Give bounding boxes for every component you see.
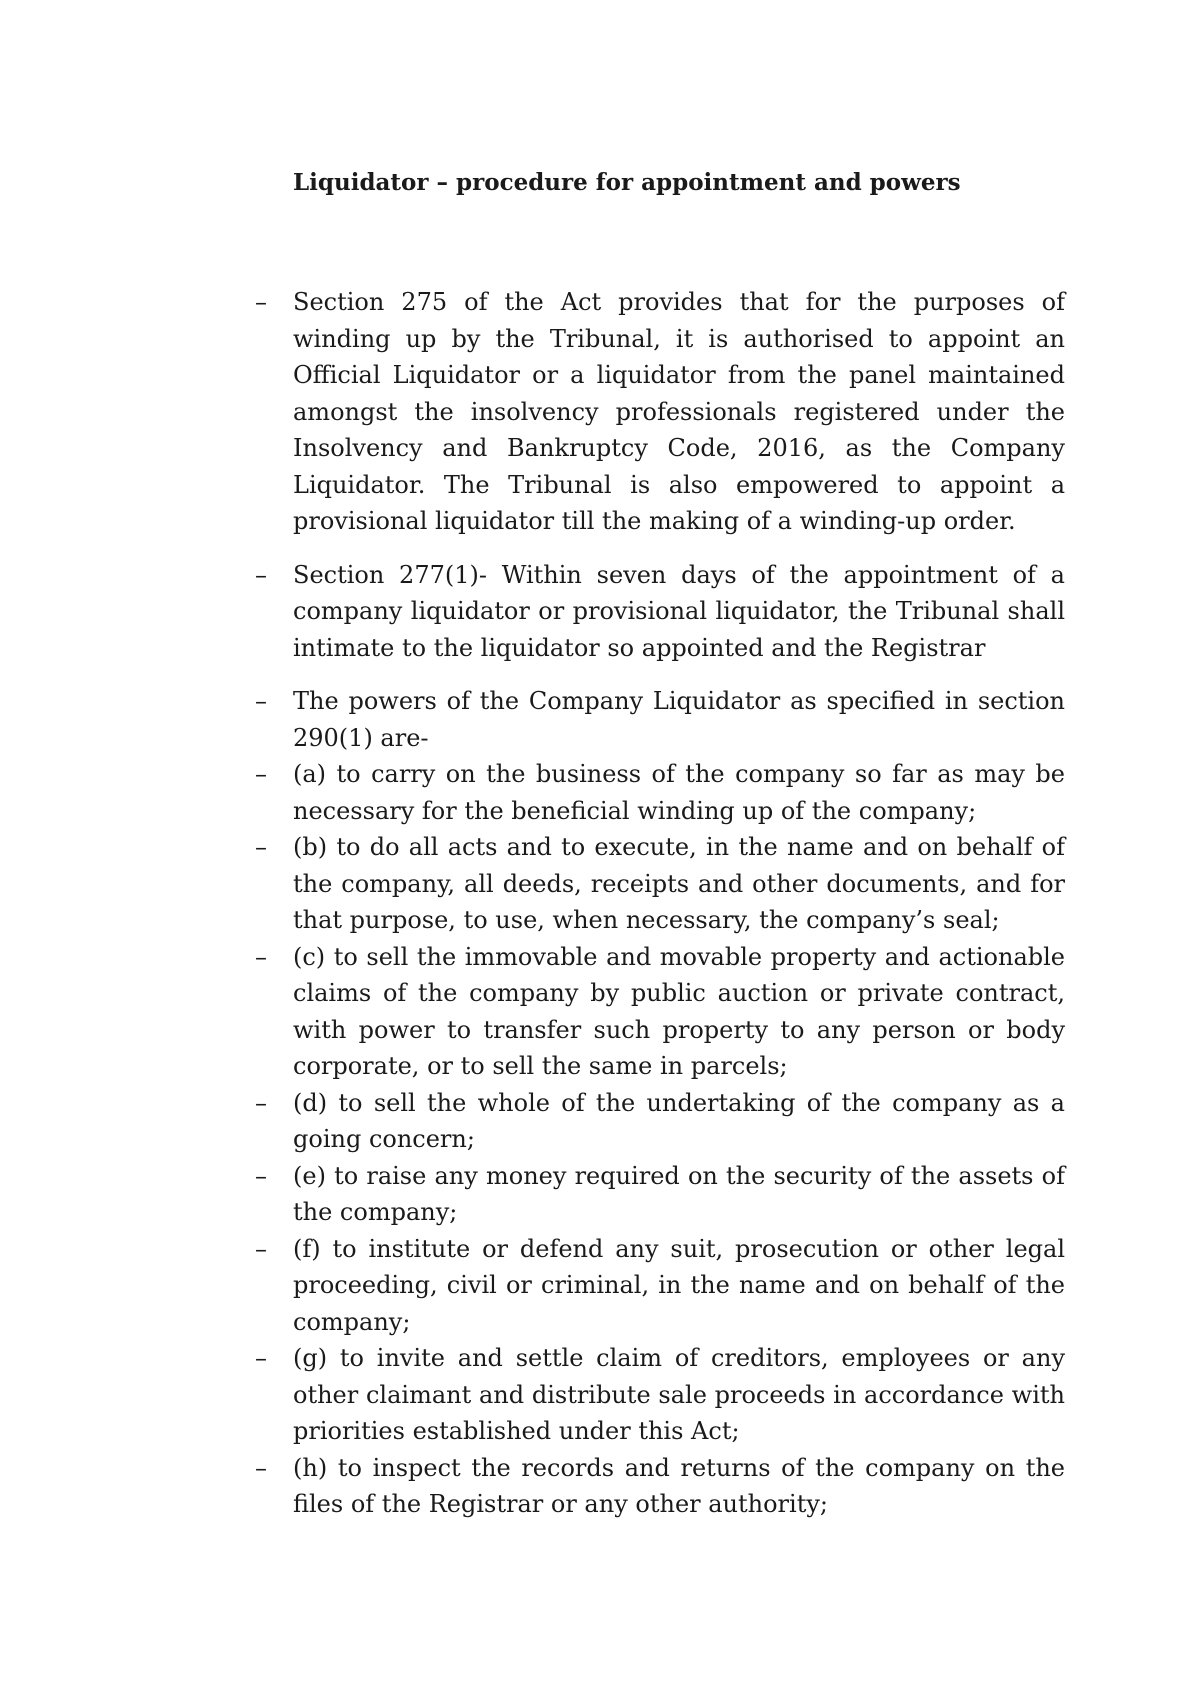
list-item — [255, 1158, 1065, 1231]
list-item — [255, 1231, 1065, 1341]
list-item — [255, 683, 1065, 756]
bullet-dash: – — [255, 1088, 267, 1117]
list-item-text: The powers of the Company Liquidator as specified in section 290(1) are- — [293, 687, 1065, 752]
list-item-text: (a) to carry on the business of the company so far as may be necessary for the beneficial winding up of the company; — [293, 760, 1065, 825]
bullet-dash: – — [255, 942, 267, 971]
list-item — [255, 1340, 1065, 1450]
list-item — [255, 756, 1065, 829]
bullet-dash: – — [255, 760, 267, 788]
list-item — [255, 557, 1065, 667]
list-item-text: (b) to do all acts and to execute, in the name and on behalf of the company, all deeds, receipts and other documents, and for that purpose, to use, when necessary, the company’s seal; — [293, 833, 1065, 934]
bullet-dash: – — [255, 560, 267, 589]
list-item-text: (f) to institute or defend any suit, prosecution or other legal proceeding, civil or criminal, in the name and on behalf of the company; — [293, 1234, 1065, 1336]
bullet-dash: – — [255, 288, 267, 316]
document-body — [255, 284, 1065, 1523]
bullet-dash: – — [255, 1344, 267, 1372]
list-item — [255, 829, 1065, 939]
list-item-text: Section 275 of the Act provides that for the purposes of winding up by the Tribunal, it is authorised to appoint an Official Liquidator or a liquidator from the panel maintained amongst the insolvency professionals registered under the Insolvency and Bankruptcy Code, 2016, as the Company Liquidator. The Tribunal is also empowered to appoint a provisional liquidator till the making of a winding-up order. — [293, 288, 1065, 535]
list-item-text: (e) to raise any money required on the security of the assets of the company; — [293, 1161, 1065, 1226]
document-title: Liquidator – procedure for appointment and powers — [293, 169, 961, 196]
bullet-dash: – — [255, 1234, 267, 1263]
list-item-text: (c) to sell the immovable and movable property and actionable claims of the company by public auction or private contract, with power to transfer such property to any person or body corporate, or to sell the same in parcels; — [293, 942, 1065, 1080]
bullet-dash: – — [255, 833, 267, 861]
bullet-dash: – — [255, 1161, 267, 1190]
list-item — [255, 1450, 1065, 1523]
list-item — [255, 1085, 1065, 1158]
list-item — [255, 939, 1065, 1085]
list-item-text: (g) to invite and settle claim of creditors, employees or any other claimant and distribute sale proceeds in accordance with priorities established under this Act; — [293, 1344, 1065, 1445]
list-item-text: Section 277(1)- Within seven days of the appointment of a company liquidator or provisional liquidator, the Tribunal shall intimate to the liquidator so appointed and the Registrar — [293, 560, 1065, 662]
list-item — [255, 284, 1065, 540]
list-item-text: (d) to sell the whole of the undertaking of the company as a going concern; — [293, 1088, 1065, 1153]
bullet-dash: – — [255, 1453, 267, 1482]
bullet-dash: – — [255, 687, 267, 715]
list-item-text: (h) to inspect the records and returns of the company on the files of the Registrar or any other authority; — [293, 1453, 1065, 1518]
